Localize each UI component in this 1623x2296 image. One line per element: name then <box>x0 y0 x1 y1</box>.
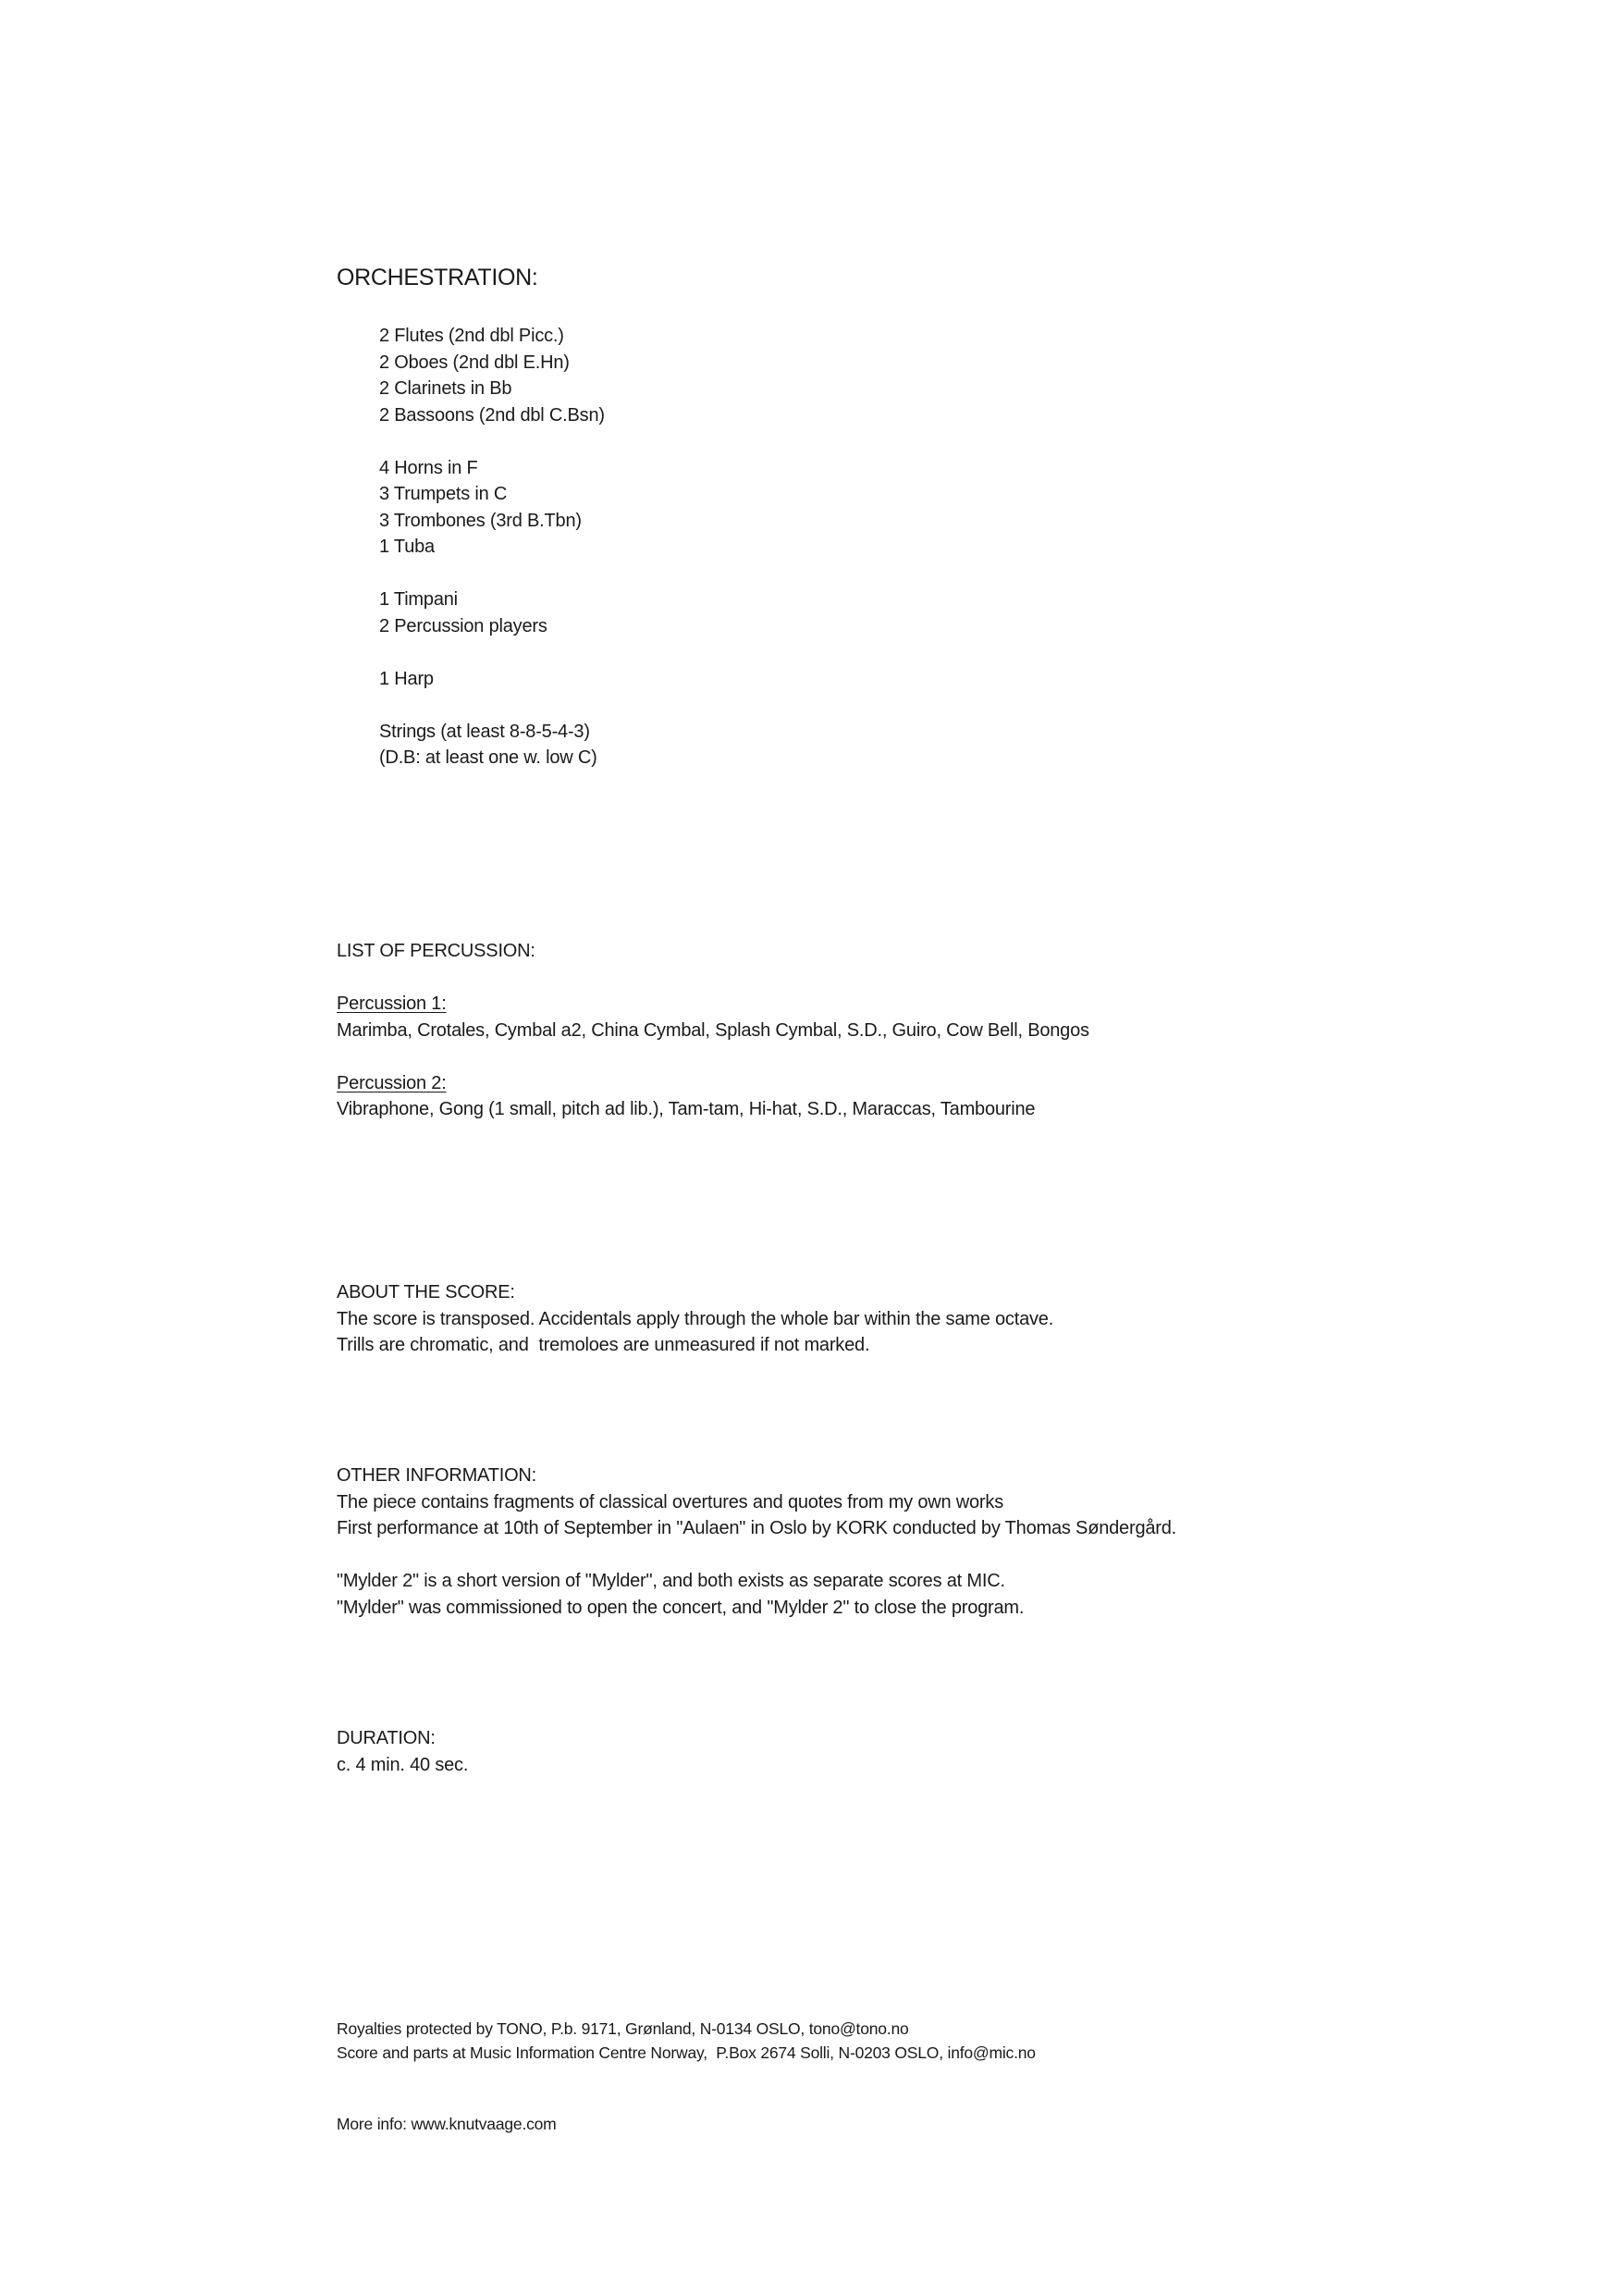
instrument-line: 3 Trumpets in C <box>379 484 508 504</box>
more-info-section <box>337 2112 1539 2136</box>
other-info-line: First performance at 10th of September in "Aulaen" in Oslo by KORK conducted by Thomas Søndergård. <box>337 1518 1177 1538</box>
duration-heading: DURATION: <box>337 1728 436 1748</box>
spacer <box>337 692 1539 719</box>
instrument-line: Strings (at least 8-8-5-4-3) <box>379 721 590 742</box>
percussion-2-list: Vibraphone, Gong (1 small, pitch ad lib.), Tam-tam, Hi-hat, S.D., Maraccas, Tambourine <box>337 1099 1036 1119</box>
instrument-line: 1 Harp <box>379 668 434 689</box>
instrument-line: 4 Horns in F <box>379 457 478 478</box>
instrument-line: 3 Trombones (3rd B.Tbn) <box>379 510 582 531</box>
other-info-line: The piece contains fragments of classical overtures and quotes from my own works <box>337 1491 1003 1512</box>
about-line: Trills are chromatic, and tremoloes are unmeasured if not marked. <box>337 1335 870 1355</box>
other-info-line: "Mylder" was commissioned to open the concert, and "Mylder 2" to close the program. <box>337 1597 1025 1618</box>
about-line: The score is transposed. Accidentals apply through the whole bar within the same octave. <box>337 1308 1054 1329</box>
spacer <box>337 561 1539 587</box>
about-heading: ABOUT THE SCORE: <box>337 1282 515 1302</box>
percussion-1-label: Percussion 1: <box>337 994 447 1014</box>
duration-value: c. 4 min. 40 sec. <box>337 1754 469 1775</box>
percussion-2-label: Percussion 2: <box>337 1072 447 1093</box>
instrument-line: 2 Oboes (2nd dbl E.Hn) <box>379 352 570 373</box>
other-info-line: "Mylder 2" is a short version of "Mylder", and both exists as separate scores at MIC. <box>337 1571 1005 1591</box>
instrument-line: 2 Bassoons (2nd dbl C.Bsn) <box>379 404 605 426</box>
score-parts-line: Score and parts at Music Information Centre Norway, P.Box 2674 Solli, N-0203 OSLO, info@mic.no <box>337 2043 1036 2062</box>
instrument-line: 1 Timpani <box>379 589 458 610</box>
spacer <box>337 1542 1539 1569</box>
orchestration-section <box>337 262 1539 293</box>
spacer <box>337 428 1539 455</box>
orchestration-list <box>337 323 1539 772</box>
instrument-line: 2 Clarinets in Bb <box>379 378 512 399</box>
percussion-1-list: Marimba, Crotales, Cymbal a2, China Cymbal, Splash Cymbal, S.D., Guiro, Cow Bell, Bongos <box>337 1019 1089 1041</box>
percussion-heading: LIST OF PERCUSSION: <box>337 941 535 961</box>
spacer <box>337 1043 1539 1070</box>
spacer <box>337 965 1539 992</box>
percussion-section <box>337 938 1539 1123</box>
spacer <box>337 639 1539 666</box>
more-info-line: More info: www.knutvaage.com <box>337 2115 557 2133</box>
about-section <box>337 1279 1539 1359</box>
instrument-line: (D.B: at least one w. low C) <box>379 747 597 768</box>
orchestration-heading: ORCHESTRATION: <box>337 265 538 290</box>
royalties-line: Royalties protected by TONO, P.b. 9171, Grønland, N-0134 OSLO, tono@tono.no <box>337 2019 909 2038</box>
footer-section <box>337 2017 1539 2065</box>
duration-section <box>337 1725 1539 1778</box>
other-info-section <box>337 1463 1539 1621</box>
instrument-line: 1 Tuba <box>379 537 435 557</box>
other-info-heading: OTHER INFORMATION: <box>337 1465 537 1486</box>
instrument-line: 2 Percussion players <box>379 615 547 636</box>
instrument-line: 2 Flutes (2nd dbl Picc.) <box>379 326 564 346</box>
